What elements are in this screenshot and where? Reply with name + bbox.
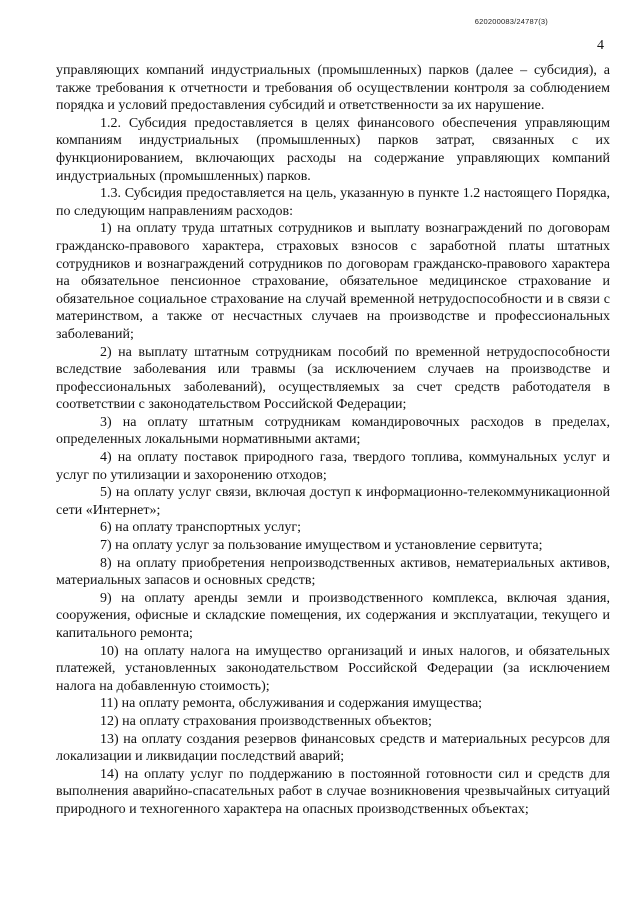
- document-id: 620200083/24787(3): [474, 17, 548, 26]
- list-item: 5) на оплату услуг связи, включая доступ к информационно-телекоммуникационной сети «Интернет»;: [56, 485, 610, 518]
- list-item: 6) на оплату транспортных услуг;: [100, 520, 301, 536]
- list-item: 9) на оплату аренды земли и производственного комплекса, включая здания, сооружения, офисные и складские помещения, их содержания и эксплуатации, текущего и капитального ремонта;: [56, 590, 610, 641]
- list-item: 14) на оплату услуг по поддержанию в постоянной готовности сил и средств для выполнения аварийно-спасательных работ в случае возникновения чрезвычайных ситуаций природного и техногенного характера на опасных производственных объектах;: [56, 766, 610, 817]
- paragraph: управляющих компаний индустриальных (промышленных) парков (далее – субсидия), а также требования к отчетности и требования об осуществлении контроля за соблюдением порядка и условий предоставления субсидий и ответственности за их нарушение.: [56, 63, 610, 114]
- list-item: 7) на оплату услуг за пользование имуществом и установление сервитута;: [100, 538, 543, 554]
- list-item: 13) на оплату создания резервов финансовых средств и материальных ресурсов для локализации и ликвидации последствий аварий;: [56, 731, 610, 765]
- document-body: [56, 62, 610, 819]
- list-item: 2) на выплату штатным сотрудникам пособий по временной нетрудоспособности вследствие заболевания или травмы (за исключением случаев на производстве и профессиональных заболеваний), осуществляемых за счет средств работодателя в соответствии с законодательством Российской Федерации;: [56, 344, 610, 413]
- paragraph: 1.3. Субсидия предоставляется на цель, указанную в пункте 1.2 настоящего Порядка, по следующим направлениям расходов:: [56, 186, 610, 219]
- list-item: 1) на оплату труда штатных сотрудников и выплату вознаграждений по договорам гражданско-правового характера, страховых взносов с заработной платы штатных сотрудников и вознаграждений сотрудников по договорам гражданско-правового характера на обязательное пенсионное страхование, обязательное медицинское страхование и обязательное социальное страхование на случай временной нетрудоспособности и в связи с материнством, а также от несчастных случаев на производстве и профессиональных заболеваний;: [56, 221, 610, 342]
- page-number: 4: [597, 38, 604, 53]
- list-item: 11) на оплату ремонта, обслуживания и содержания имущества;: [100, 696, 483, 712]
- paragraph: 1.2. Субсидия предоставляется в целях финансового обеспечения управляющим компаниям индустриальных (промышленных) парков затрат, связанных с их функционированием, включающих расходы на содержание управляющих компаний индустриальных (промышленных) парков.: [56, 115, 610, 184]
- list-item: 10) на оплату налога на имущество организаций и иных налогов, и обязательных платежей, установленных законодательством Российской Федерации (за исключением налога на добавленную стоимость);: [56, 643, 610, 694]
- list-item: 12) на оплату страхования производственных объектов;: [100, 713, 432, 729]
- list-item: 8) на оплату приобретения непроизводственных активов, нематериальных активов, материальных запасов и основных средств;: [56, 555, 610, 589]
- list-item: 4) на оплату поставок природного газа, твердого топлива, коммунальных услуг и услуг по утилизации и захоронению отходов;: [56, 450, 610, 483]
- list-item: 3) на оплату штатным сотрудникам командировочных расходов в пределах, определенных локальными нормативными актами;: [56, 414, 610, 448]
